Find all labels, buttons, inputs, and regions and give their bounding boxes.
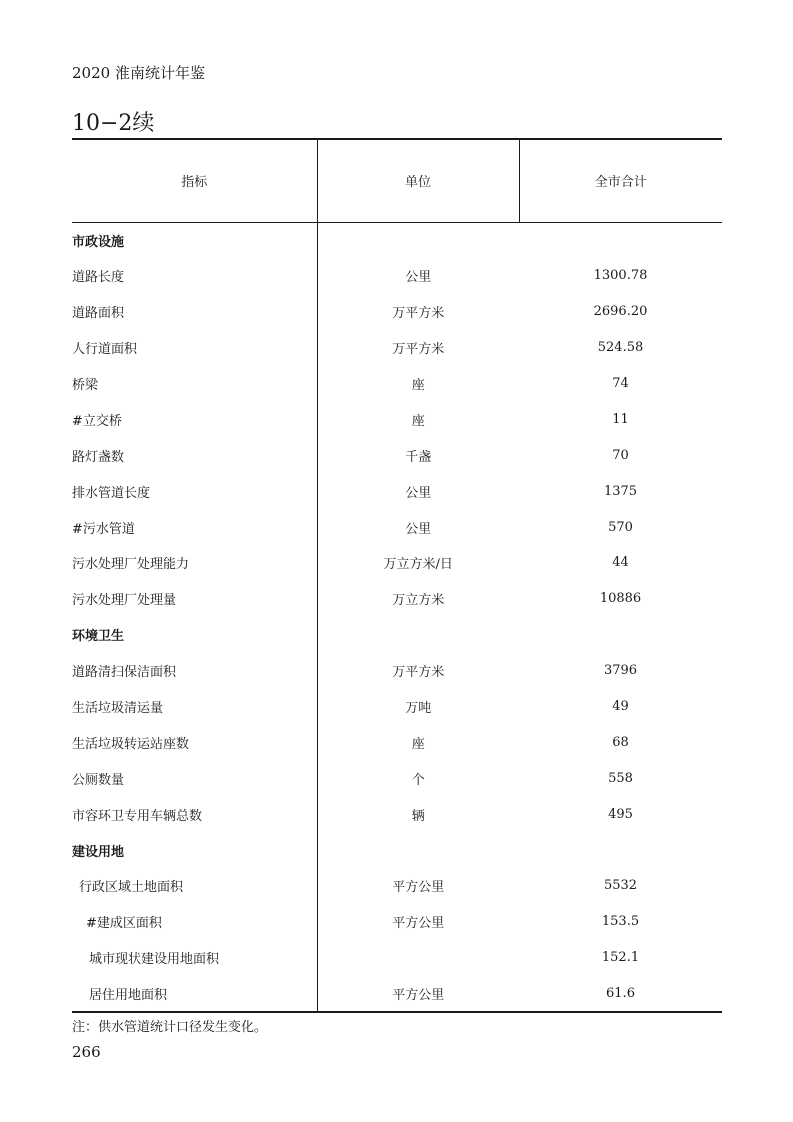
indicator-name: #污水管道: [72, 521, 135, 537]
indicator-name: 道路长度: [72, 270, 125, 286]
unit-cell: [317, 832, 519, 868]
indicator-name: 道路清扫保洁面积: [72, 665, 177, 681]
statistics-table-container: [72, 138, 722, 1013]
unit-cell: [317, 222, 519, 258]
value-cell: 524.58: [597, 340, 644, 356]
table-row: [72, 473, 722, 509]
unit-cell: 万平方米: [317, 294, 519, 330]
table-row: [72, 366, 722, 402]
statistics-table: [72, 138, 722, 1013]
section-row: [72, 617, 722, 653]
value-cell: 44: [612, 555, 629, 571]
unit-cell: 平方公里: [317, 904, 519, 940]
table-row: [72, 724, 722, 760]
indicator-name: 排水管道长度: [72, 485, 151, 501]
indicator-name: 市容环卫专用车辆总数: [72, 808, 203, 824]
table-row: [72, 258, 722, 294]
value-cell: 1300.78: [593, 268, 648, 284]
unit-cell: 万立方米/日: [317, 545, 519, 581]
unit-cell: [317, 617, 519, 653]
table-row: [72, 940, 722, 976]
value-cell: 10886: [599, 591, 642, 607]
value-cell: [519, 617, 722, 653]
table-id: 10−2续: [72, 111, 155, 136]
unit-cell: 座: [317, 401, 519, 437]
value-cell: 49: [612, 699, 629, 715]
section-heading: 建设用地: [72, 844, 125, 860]
unit-cell: 座: [317, 366, 519, 402]
section-row: [72, 222, 722, 258]
unit-cell: 公里: [317, 473, 519, 509]
indicator-name: 道路面积: [72, 306, 125, 322]
footnote: 注：供水管道统计口径发生变化。: [72, 1020, 268, 1035]
section-heading: 环境卫生: [72, 629, 125, 645]
indicator-name: 居住用地面积: [89, 987, 168, 1003]
value-cell: 61.6: [606, 985, 635, 1001]
indicator-name: #立交桥: [72, 413, 122, 429]
unit-cell: 万吨: [317, 689, 519, 725]
table-body: [72, 222, 722, 1012]
indicator-name: 人行道面积: [72, 342, 138, 358]
value-cell: 11: [612, 411, 629, 427]
table-row: [72, 976, 722, 1012]
table-row: [72, 581, 722, 617]
table-row: [72, 653, 722, 689]
value-cell: 558: [608, 770, 633, 786]
table-header-row: [72, 139, 722, 222]
table-row: [72, 868, 722, 904]
unit-cell: 万平方米: [317, 330, 519, 366]
unit-cell: 平方公里: [317, 976, 519, 1012]
unit-cell: 公里: [317, 258, 519, 294]
value-cell: 570: [608, 519, 633, 535]
indicator-name: #建成区面积: [86, 916, 162, 932]
table-row: [72, 437, 722, 473]
indicator-name: 生活垃圾清运量: [72, 701, 164, 717]
unit-cell: 千盏: [317, 437, 519, 473]
indicator-name: 公厕数量: [72, 772, 125, 788]
table-row: [72, 545, 722, 581]
value-cell: [519, 222, 722, 258]
value-cell: [519, 832, 722, 868]
section-row: [72, 832, 722, 868]
table-row: [72, 760, 722, 796]
indicator-name: 城市现状建设用地面积: [89, 952, 220, 968]
unit-cell: 个: [317, 760, 519, 796]
unit-cell: 公里: [317, 509, 519, 545]
table-row: [72, 401, 722, 437]
value-cell: 2696.20: [593, 304, 648, 320]
indicator-name: 污水处理厂处理能力: [72, 557, 190, 573]
header-indicator: 指标: [181, 175, 208, 191]
running-title: 2020 淮南统计年鉴: [72, 64, 205, 82]
unit-cell: [317, 940, 519, 976]
table-row: [72, 796, 722, 832]
indicator-name: 生活垃圾转运站座数: [72, 736, 190, 752]
indicator-name: 行政区域土地面积: [79, 880, 184, 896]
indicator-name: 污水处理厂处理量: [72, 593, 177, 609]
value-cell: 5532: [603, 878, 638, 894]
value-cell: 68: [612, 734, 629, 750]
value-cell: 3796: [603, 663, 638, 679]
table-row: [72, 509, 722, 545]
unit-cell: 座: [317, 724, 519, 760]
page-number: 266: [72, 1043, 101, 1061]
header-citywide-total: 全市合计: [519, 139, 722, 222]
indicator-name: 桥梁: [72, 378, 99, 393]
unit-cell: 辆: [317, 796, 519, 832]
value-cell: 1375: [603, 483, 638, 499]
table-row: [72, 294, 722, 330]
section-heading: 市政设施: [72, 234, 125, 250]
table-row: [72, 689, 722, 725]
value-cell: 74: [612, 376, 629, 391]
unit-cell: 万立方米: [317, 581, 519, 617]
table-row: [72, 330, 722, 366]
value-cell: 153.5: [601, 914, 640, 930]
value-cell: 70: [612, 447, 629, 463]
value-cell: 152.1: [601, 950, 640, 966]
unit-cell: 平方公里: [317, 868, 519, 904]
value-cell: 495: [608, 806, 633, 822]
header-unit: 单位: [317, 139, 519, 222]
unit-cell: 万平方米: [317, 653, 519, 689]
indicator-name: 路灯盏数: [72, 449, 125, 465]
table-row: [72, 904, 722, 940]
